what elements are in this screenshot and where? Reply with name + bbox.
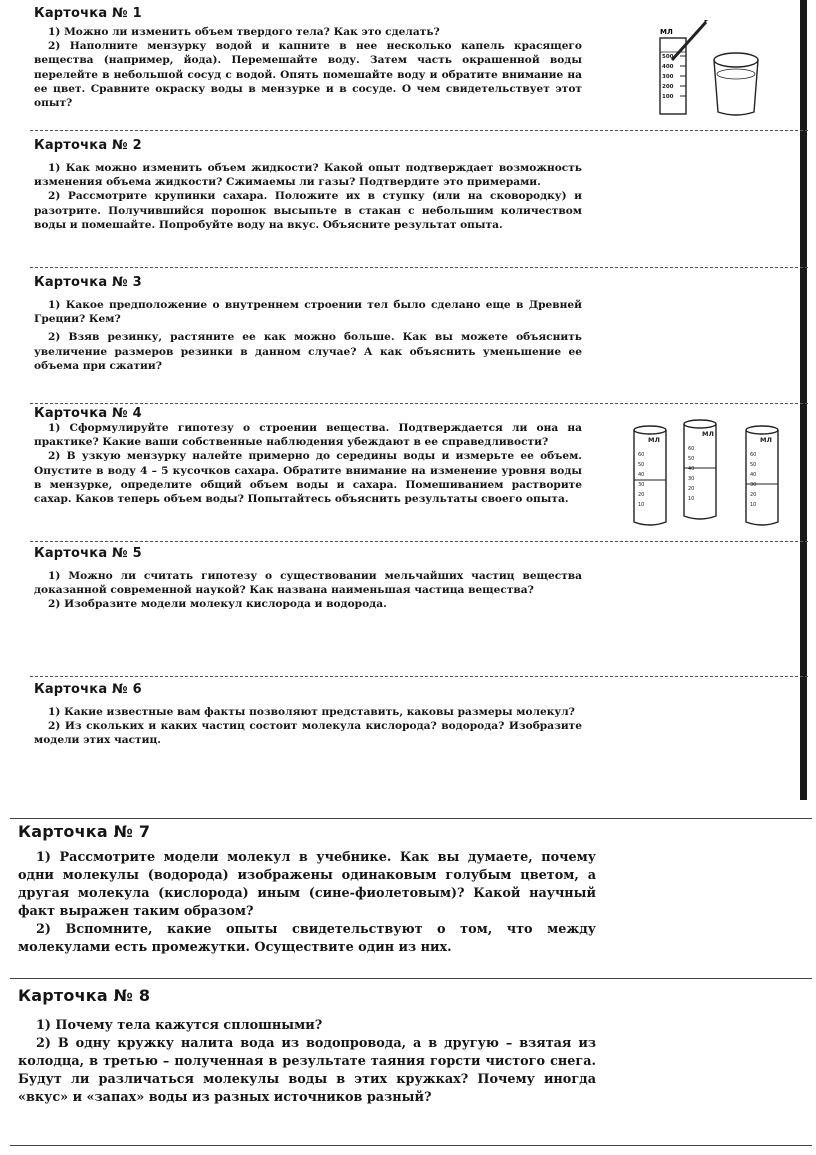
card-question-2: 2) Рассмотрите крупинки сахара. Положите их в ступку (или на сковородку) и разотрите. Получившийся порошок высыпьте в стакан с небольшим количеством воды и помешайте. Попробуйте воду на вкус. Объясните результат опыта. <box>34 190 582 231</box>
card-title: Карточка № 6 <box>34 682 142 697</box>
scale-tick: 20 <box>750 492 757 498</box>
unit-label: МЛ <box>660 28 673 36</box>
card-question-2: 2) В узкую мензурку налейте примерно до середины воды и измерьте ее объем. Опустите в воду 4 – 5 кусочков сахара. Обратите внимание на изменение уровня воды в мензурке, определите общий объем воды и сахара. Помешиванием растворите сахар. Каков теперь объем воды? Попытайтесь объяснить результаты своего опыта. <box>34 450 582 506</box>
scale-tick: 10 <box>750 502 757 508</box>
card-1 <box>34 6 582 110</box>
card-question-2: 2) Изобразите модели молекул кислорода и водорода. <box>48 598 387 611</box>
card-title: Карточка № 4 <box>34 406 142 421</box>
unit-label: МЛ <box>648 436 660 444</box>
scale-tick: 50 <box>688 456 695 462</box>
scale-tick: 50 <box>638 462 645 468</box>
scale-tick: 200 <box>662 84 674 90</box>
card-question-2: 2) Вспомните, какие опыты свидетельствуют о том, что между молекулами есть промежутки. Осуществите один из них. <box>18 922 596 955</box>
card-question-1: 1) Можно ли считать гипотезу о существовании мельчайших частиц вещества доказанной современной наукой? Как названа наименьшая частица вещества? <box>34 570 582 597</box>
card-question-1: 1) Как можно изменить объем жидкости? Какой опыт подтверждает возможность изменения объема жидкости? Сжимаемы ли газы? Подтвердите это примерами. <box>34 162 582 189</box>
card-divider <box>30 267 808 268</box>
scale-tick: 40 <box>688 466 695 472</box>
unit-label: МЛ <box>760 436 772 444</box>
scale-tick: 30 <box>750 482 757 488</box>
scale-tick: 20 <box>688 486 695 492</box>
card-divider <box>30 676 808 677</box>
scale-tick: 400 <box>662 64 674 70</box>
card-title: Карточка № 2 <box>34 138 142 153</box>
page-edge-bar <box>800 0 807 800</box>
scale-tick: 10 <box>638 502 645 508</box>
card-title: Карточка № 3 <box>34 275 142 290</box>
card-title: Карточка № 8 <box>18 986 151 1005</box>
card-question-2: 2) Из скольких и каких частиц состоит молекула кислорода? водорода? Изобразите модели этих частиц. <box>34 720 582 747</box>
card-2 <box>34 138 582 232</box>
card-question-1: 1) Сформулируйте гипотезу о строении вещества. Подтверждается ли она на практике? Какие ваши собственные наблюдения убеждают в ее справедливости? <box>34 422 582 449</box>
card-question-1: 1) Какое предположение о внутреннем строении тел было сделано еще в Древней Греции? Кем? <box>34 299 582 326</box>
scale-tick: 30 <box>638 482 645 488</box>
card-divider <box>30 403 808 404</box>
card-question-2: 2) Наполните мензурку водой и капните в нее несколько капель красящего вещества (например, йода). Перемешайте воду. Затем часть окрашенной воды перелейте в небольшой сосуд с водой. Опять помешайте воду и обратите внимание на ее цвет. Сравните окраску воды в мензурке и в сосуде. О чем свидетельствует этот опыт? <box>34 40 582 110</box>
card-question-2: 2) Взяв резинку, растяните ее как можно больше. Как вы можете объяснить увеличение размеров резинки в данном случае? А как объяснить уменьшение ее объема при сжатии? <box>34 331 582 372</box>
scale-tick: 60 <box>638 452 645 458</box>
card-title: Карточка № 1 <box>34 6 142 21</box>
card-question-1: 1) Почему тела кажутся сплошными? <box>36 1018 323 1033</box>
card-question-1: 1) Рассмотрите модели молекул в учебнике. Как вы думаете, почему одни молекулы (водорода) изображены одинаковым голубым цветом, а другая молекула (кислорода) иным (сине-фиолетовым)? Какой научный факт выражен таким образом? <box>18 850 596 919</box>
card-4 <box>34 406 582 506</box>
card-divider <box>30 541 808 542</box>
card-title: Карточка № 7 <box>18 822 151 841</box>
scale-tick: 300 <box>662 74 674 80</box>
scale-tick: 100 <box>662 94 674 100</box>
card-title: Карточка № 5 <box>34 546 142 561</box>
card-question-1: 1) Можно ли изменить объем твердого тела? Как это сделать? <box>48 26 440 38</box>
card-3 <box>34 275 582 373</box>
three-cylinders-figure <box>630 418 790 530</box>
section-divider <box>10 1145 812 1146</box>
scale-tick: 40 <box>750 472 757 478</box>
card-7 <box>18 822 596 957</box>
scale-tick: 60 <box>750 452 757 458</box>
scale-tick: 40 <box>638 472 645 478</box>
scale-tick: 30 <box>688 476 695 482</box>
beaker-and-dropper-figure <box>652 20 782 120</box>
scale-tick: 500 <box>662 54 674 60</box>
scale-tick: 10 <box>688 496 695 502</box>
scale-tick: 60 <box>688 446 695 452</box>
scale-tick: 50 <box>750 462 757 468</box>
section-divider <box>10 978 812 979</box>
card-5 <box>34 546 582 612</box>
card-8 <box>18 986 596 1107</box>
section-divider <box>10 818 812 819</box>
card-divider <box>30 130 808 131</box>
scale-tick: 20 <box>638 492 645 498</box>
card-6 <box>34 682 582 748</box>
card-question-1: 1) Какие известные вам факты позволяют представить, каковы размеры молекул? <box>48 706 575 718</box>
unit-label: МЛ <box>702 430 714 438</box>
card-question-2: 2) В одну кружку налита вода из водопровода, а в другую – взятая из колодца, в третью – полученная в результате таяния горсти чистого снега. Будут ли различаться молекулы воды в этих кружках? Почему иногда «вкус» и «запах» воды из разных источников разный? <box>18 1036 596 1105</box>
